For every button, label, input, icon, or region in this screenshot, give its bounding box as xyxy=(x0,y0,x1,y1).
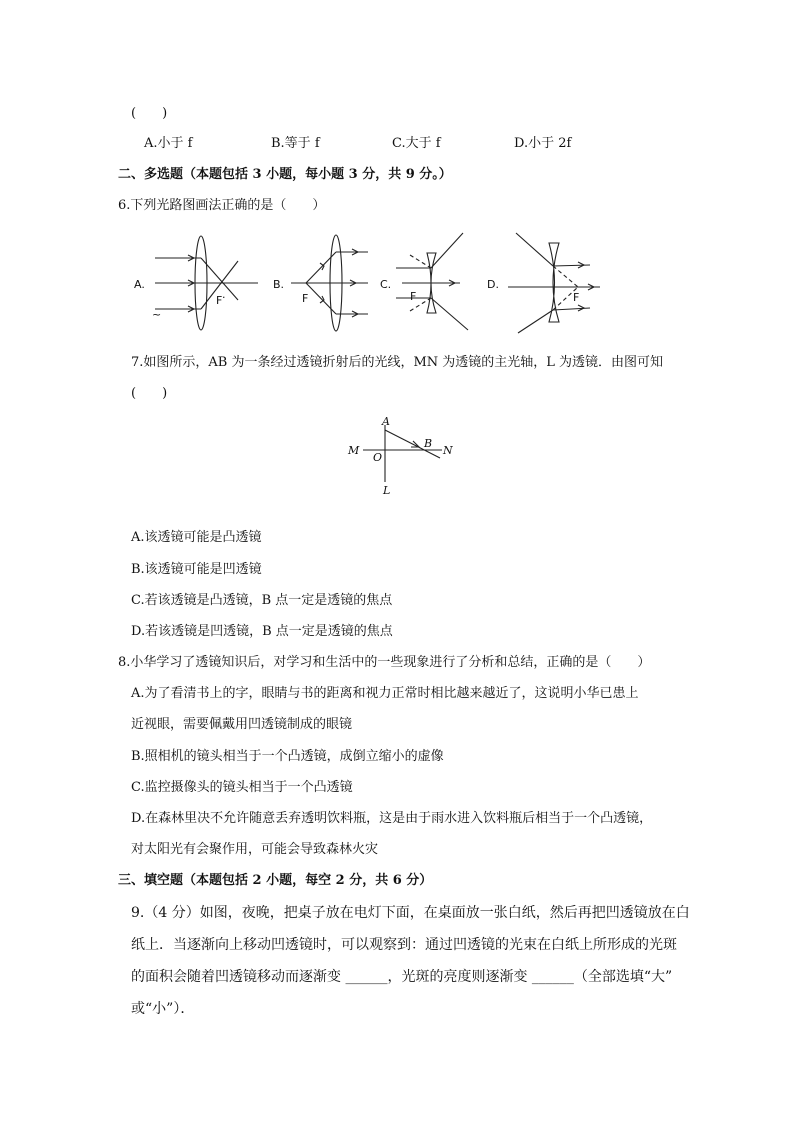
q6-fig-b-focus: F xyxy=(302,292,309,305)
q8-option-b: B.照相机的镜头相当于一个凸透镜，成倒立缩小的虚像 xyxy=(131,749,444,764)
svg-text:·: · xyxy=(222,291,226,304)
q8-option-a: A.为了看清书上的字，眼睛与书的距离和视力正常时相比越来越近了，这说明小华已患上 xyxy=(131,686,639,701)
q6-fig-c-focus: F xyxy=(410,290,417,303)
q6-fig-c-label: C. xyxy=(380,278,392,291)
q9-line-4: 或“小”）． xyxy=(131,1001,195,1017)
q5-option-b: B.等于 f xyxy=(271,136,320,151)
q9-line-2: 纸上．当逐渐向上移动凹透镜时，可以观察到：通过凹透镜的光束在白纸上所形成的光斑 xyxy=(131,937,677,953)
q8-option-a-cont: 近视眼，需要佩戴用凹透镜制成的眼镜 xyxy=(131,717,353,732)
q5-answer-paren: ( ) xyxy=(131,106,168,121)
q9-line-3: 的面积会随着凹透镜移动而逐渐变 ______，光斑的亮度则逐渐变 ______（全部选填“大” xyxy=(131,969,673,985)
q7-option-a: A.该透镜可能是凸透镜 xyxy=(131,530,262,545)
q8-option-d: D.在森林里决不允许随意丢弃透明饮料瓶，这是由于雨水进入饮料瓶后相当于一个凸透镜， xyxy=(131,811,653,826)
q7-fig-label-n: N xyxy=(443,444,453,457)
q6-fig-b-label: B. xyxy=(273,278,285,291)
q6-fig-d-focus: F xyxy=(573,291,580,304)
q7-fig-label-m: M xyxy=(348,444,360,457)
q7-option-c: C.若该透镜是凸透镜，B 点一定是透镜的焦点 xyxy=(131,593,393,608)
q7-fig-label-b: B xyxy=(424,437,433,450)
q7-answer-paren: ( ) xyxy=(131,386,168,401)
q5-option-d: D.小于 2f xyxy=(514,136,572,151)
q8-stem: 8.小华学习了透镜知识后，对学习和生活中的一些现象进行了分析和总结，正确的是（ ） xyxy=(118,655,651,670)
q6-fig-a-focus: F xyxy=(216,294,223,307)
q7-option-d: D.若该透镜是凹透镜，B 点一定是透镜的焦点 xyxy=(131,624,393,639)
q7-fig-label-o: O xyxy=(373,451,383,464)
q6-fig-a-label: A. xyxy=(134,278,145,291)
q6-stem: 6.下列光路图画法正确的是（ ） xyxy=(118,198,326,213)
q7-option-b: B.该透镜可能是凹透镜 xyxy=(131,562,262,577)
q7-stem: 7.如图所示，AB 为一条经过透镜折射后的光线，MN 为透镜的主光轴，L 为透镜．由图可知 xyxy=(131,355,664,370)
section2-heading: 二、多选题（本题包括 3 小题，每小题 3 分，共 9 分。） xyxy=(118,167,452,182)
q5-option-a: A.小于 f xyxy=(144,136,193,151)
section3-heading: 三、填空题（本题包括 2 小题，每空 2 分，共 6 分） xyxy=(118,873,433,888)
q7-fig-label-a: A xyxy=(382,415,390,428)
q7-fig-label-l: L xyxy=(383,484,391,497)
q8-option-d-cont: 对太阳光有会聚作用，可能会导致森林火灾 xyxy=(131,842,379,857)
q6-fig-d-label: D. xyxy=(487,278,499,291)
svg-text:~: ~ xyxy=(152,308,162,321)
q5-option-c: C.大于 f xyxy=(392,136,441,151)
q9-line-1: 9.（4 分）如图，夜晚，把桌子放在电灯下面，在桌面放一张白纸，然后再把凹透镜放在白 xyxy=(131,905,690,921)
q8-option-c: C.监控摄像头的镜头相当于一个凸透镜 xyxy=(131,780,353,795)
